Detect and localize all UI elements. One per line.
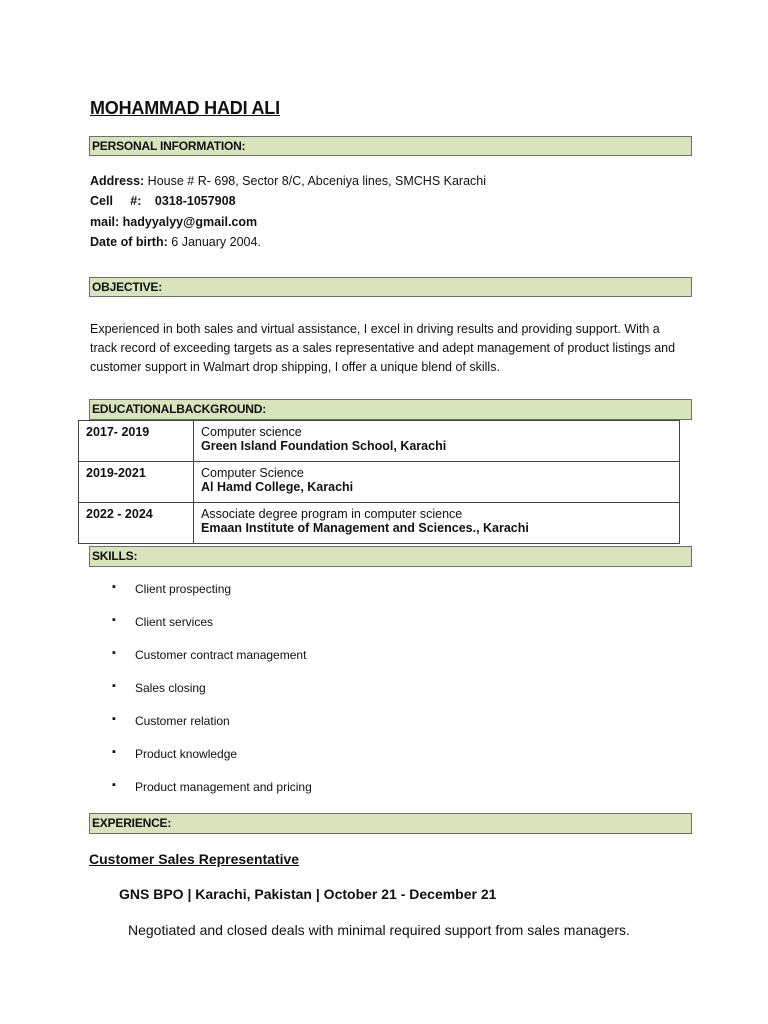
- resume-name: MOHAMMAD HADI ALI: [90, 98, 280, 118]
- bullet-icon: ▪: [112, 779, 116, 791]
- bullet-icon: ▪: [112, 746, 116, 758]
- edu-institution: Al Hamd College, Karachi: [201, 480, 354, 494]
- mail-label: mail:: [90, 215, 120, 229]
- cell-label: Cell #:: [90, 194, 142, 208]
- job-meta: GNS BPO | Karachi, Pakistan | October 21 - December 21: [119, 886, 497, 902]
- list-item: [112, 615, 312, 648]
- address-value: House # R- 698, Sector 8/C, Abceniya lines, SMCHS Karachi: [147, 174, 487, 188]
- bullet-icon: ▪: [112, 647, 116, 659]
- list-item: [112, 780, 312, 813]
- list-item: [112, 582, 312, 615]
- skill-label: Customer contract management: [135, 648, 307, 662]
- edu-years: 2017- 2019: [79, 421, 194, 462]
- address-line: [90, 174, 486, 188]
- dob-label: Date of birth:: [90, 235, 168, 249]
- skill-label: Product management and pricing: [135, 780, 312, 794]
- skills-list: [112, 582, 312, 813]
- skill-label: Client prospecting: [135, 582, 232, 596]
- mail-value: hadyyalyy@gmail.com: [122, 215, 258, 229]
- edu-years: 2019-2021: [79, 462, 194, 503]
- edu-years: 2022 - 2024: [79, 503, 194, 544]
- list-item: [112, 714, 312, 747]
- section-education: [89, 399, 692, 420]
- section-heading: EDUCATIONALBACKGROUND:: [92, 402, 267, 416]
- mail-line: [90, 215, 257, 229]
- edu-details: [194, 503, 680, 544]
- job-title: Customer Sales Representative: [89, 851, 300, 867]
- table-row: [79, 503, 680, 544]
- objective-text: Experienced in both sales and virtual assistance, I excel in driving results and providing support. With a track record of exceeding targets as a sales representative and adept management of product listings and customer support in Walmart drop shipping, I offer a unique blend of skills.: [90, 322, 676, 374]
- table-row: [79, 421, 680, 462]
- table-row: [79, 462, 680, 503]
- bullet-icon: ▪: [112, 713, 116, 725]
- edu-program: Computer science: [201, 425, 302, 439]
- section-heading: OBJECTIVE:: [92, 280, 163, 294]
- section-personal-information: [89, 136, 692, 156]
- section-heading: EXPERIENCE:: [92, 816, 172, 830]
- skill-label: Sales closing: [135, 681, 206, 695]
- bullet-icon: ▪: [112, 581, 116, 593]
- list-item: [112, 681, 312, 714]
- skill-label: Product knowledge: [135, 747, 238, 761]
- skill-label: Client services: [135, 615, 214, 629]
- section-heading: SKILLS:: [92, 549, 138, 563]
- job-description: Negotiated and closed deals with minimal required support from sales managers.: [128, 922, 630, 938]
- edu-institution: Emaan Institute of Management and Sciences., Karachi: [201, 521, 529, 535]
- skill-label: Customer relation: [135, 714, 230, 728]
- section-skills: [89, 546, 692, 567]
- education-table: [78, 420, 680, 544]
- cell-line: [90, 194, 236, 208]
- edu-details: [194, 421, 680, 462]
- edu-program: Associate degree program in computer science: [201, 507, 463, 521]
- edu-program: Computer Science: [201, 466, 304, 480]
- edu-details: [194, 462, 680, 503]
- list-item: [112, 747, 312, 780]
- dob-line: [90, 235, 261, 249]
- section-heading: PERSONAL INFORMATION:: [92, 139, 246, 153]
- section-objective: [89, 277, 692, 297]
- bullet-icon: ▪: [112, 614, 116, 626]
- bullet-icon: ▪: [112, 680, 116, 692]
- dob-value: 6 January 2004.: [171, 235, 261, 249]
- list-item: [112, 648, 312, 681]
- address-label: Address:: [90, 174, 145, 188]
- section-experience: [89, 813, 692, 834]
- edu-institution: Green Island Foundation School, Karachi: [201, 439, 447, 453]
- cell-value: 0318-1057908: [154, 194, 236, 208]
